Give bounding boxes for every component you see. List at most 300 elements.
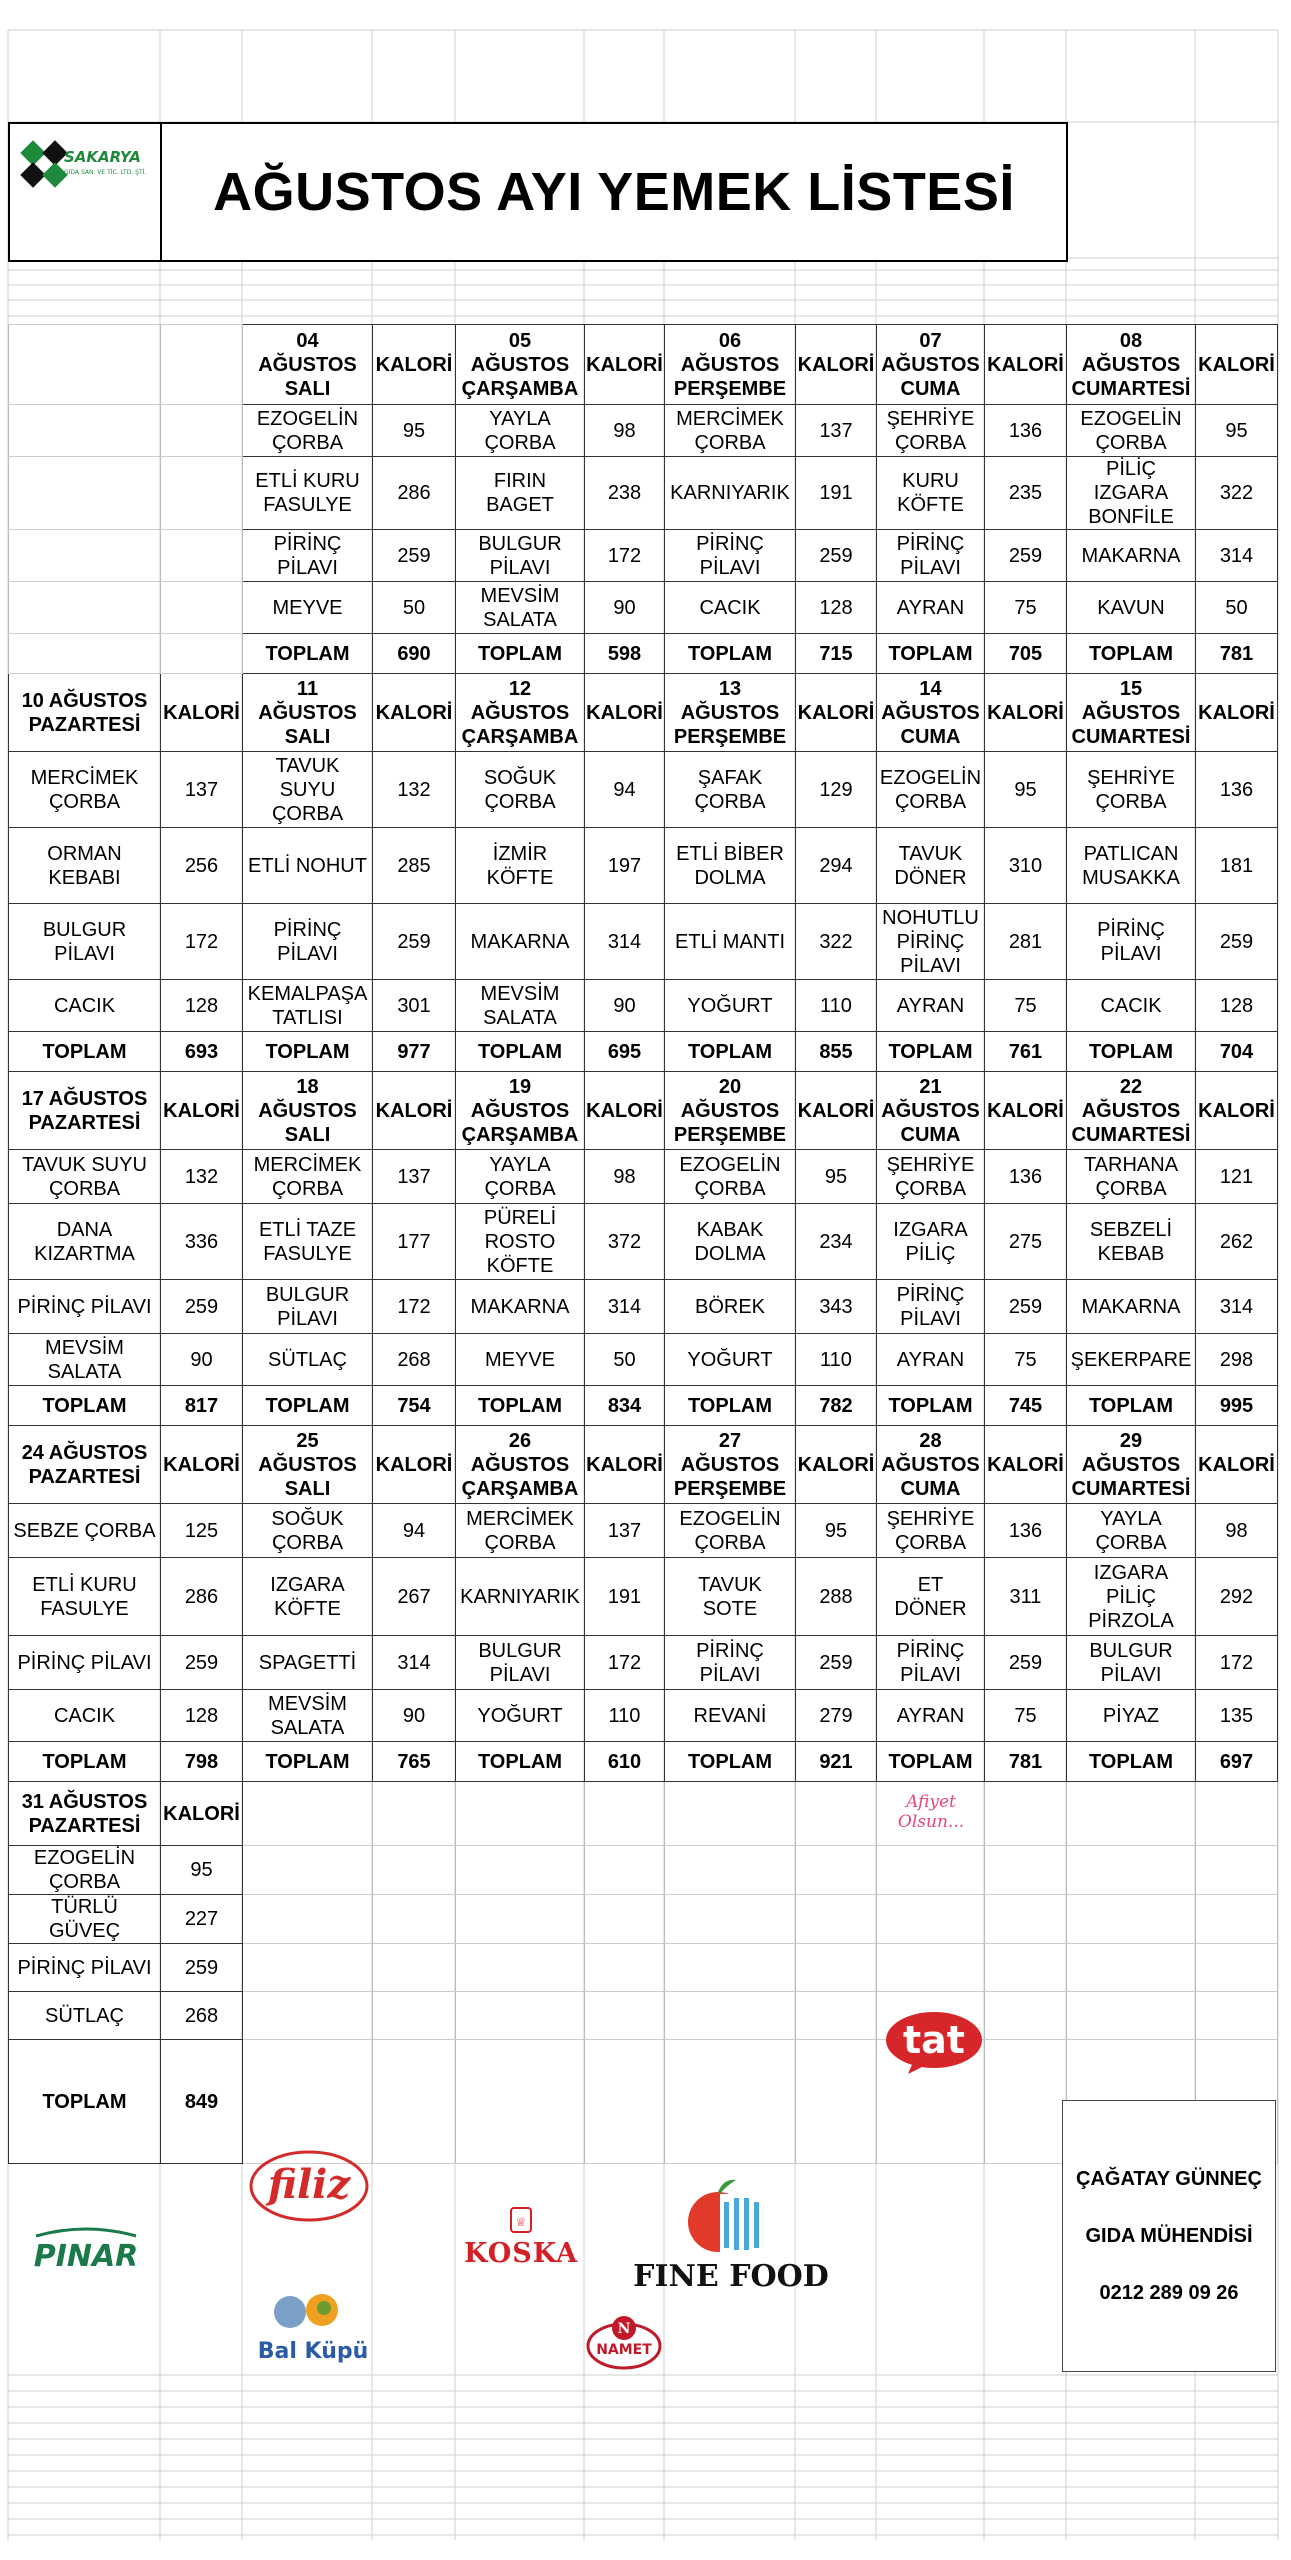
dish-name: PİRİNÇ PİLAVI [9,1944,161,1992]
kalori-header: KALORİ [985,1072,1067,1150]
empty-cell [1067,1782,1196,1846]
empty-cell [1196,1895,1278,1944]
day-header: 06 AĞUSTOS PERŞEMBE [665,325,796,405]
dish-calorie: 279 [796,1690,877,1742]
empty-cell [373,1846,456,1895]
table-row [9,1204,1278,1280]
page-title: AĞUSTOS AYI YEMEK LİSTESİ [213,162,1015,222]
empty-cell [877,1846,985,1895]
total-label: TOPLAM [9,1032,161,1072]
table-row [9,1504,1278,1558]
empty-cell [985,1782,1067,1846]
total-label: TOPLAM [243,634,373,674]
kalori-header: KALORİ [985,674,1067,752]
empty-cell [456,1992,585,2040]
dish-calorie: 50 [373,582,456,634]
dish-calorie: 132 [161,1150,243,1204]
total-label: TOPLAM [665,634,796,674]
table-row [9,1150,1278,1204]
day-header: 12 AĞUSTOS ÇARŞAMBA [456,674,585,752]
dish-name: CACIK [1067,980,1196,1032]
empty-cell [373,1782,456,1846]
dish-calorie: 191 [585,1558,665,1636]
dish-calorie: 128 [1196,980,1278,1032]
empty-cell [373,1944,456,1992]
empty-cell [161,325,243,405]
total-calorie: 761 [985,1032,1067,1072]
finefood-logo [633,2170,829,2298]
dish-name: MERCİMEK ÇORBA [456,1504,585,1558]
dish-name: PİLİÇ IZGARA BONFİLE [1067,457,1196,530]
dish-name: MEYVE [456,1334,585,1386]
dish-name: IZGARA KÖFTE [243,1558,373,1636]
dish-name: MEVSİM SALATA [456,582,585,634]
day-header: 13 AĞUSTOS PERŞEMBE [665,674,796,752]
dish-calorie: 314 [1196,1280,1278,1334]
day-header: 24 AĞUSTOS PAZARTESİ [9,1426,161,1504]
dish-name: ŞEHRİYE ÇORBA [877,1504,985,1558]
dish-calorie: 50 [1196,582,1278,634]
dish-calorie: 259 [161,1280,243,1334]
menu-table [8,324,1278,2164]
total-calorie: 781 [985,1742,1067,1782]
dish-calorie: 234 [796,1204,877,1280]
dish-calorie: 191 [796,457,877,530]
kalori-header: KALORİ [796,1072,877,1150]
day-header: 18 AĞUSTOS SALI [243,1072,373,1150]
kalori-header: KALORİ [373,674,456,752]
dish-name: KAVUN [1067,582,1196,634]
dish-name: ORMAN KEBABI [9,828,161,904]
empty-cell [9,405,161,457]
total-calorie: 798 [161,1742,243,1782]
sakarya-logo [10,124,162,260]
dish-name: IZGARA PİLİÇ [877,1204,985,1280]
dish-name: MAKARNA [456,1280,585,1334]
total-label: TOPLAM [1067,634,1196,674]
dish-name: NOHUTLU PİRİNÇ PİLAVI [877,904,985,980]
total-calorie: 995 [1196,1386,1278,1426]
day-header: 15 AĞUSTOS CUMARTESİ [1067,674,1196,752]
tat-logo-text: tat [903,2018,965,2062]
total-label: TOPLAM [456,1386,585,1426]
header-box [8,122,1068,262]
dish-calorie: 235 [985,457,1067,530]
total-calorie: 693 [161,1032,243,1072]
total-label: TOPLAM [877,634,985,674]
dish-calorie: 181 [1196,828,1278,904]
table-row [9,980,1278,1032]
kalori-header: KALORİ [796,325,877,405]
balkupu-logo-text: Bal Küpü [257,2339,369,2364]
kalori-header: KALORİ [1196,674,1278,752]
empty-cell [456,1944,585,1992]
kalori-header: KALORİ [585,1426,665,1504]
svg-text:♕: ♕ [515,2215,527,2229]
dish-calorie: 129 [796,752,877,828]
kalori-header: KALORİ [161,1782,243,1846]
empty-cell [796,1846,877,1895]
total-calorie: 765 [373,1742,456,1782]
svg-text:N: N [617,2321,631,2337]
dish-name: MEVSİM SALATA [243,1690,373,1742]
table-row [9,752,1278,828]
empty-cell [161,457,243,530]
total-calorie: 849 [161,2040,243,2164]
namet-logo [584,2310,664,2374]
dish-name: KEMALPAŞA TATLISI [243,980,373,1032]
dish-name: EZOGELİN ÇORBA [665,1504,796,1558]
dish-name: BULGUR PİLAVI [9,904,161,980]
dish-name: AYRAN [877,1690,985,1742]
table-row [9,1846,1278,1895]
total-label: TOPLAM [243,1032,373,1072]
total-label: TOPLAM [243,1742,373,1782]
dish-calorie: 95 [985,752,1067,828]
dish-calorie: 90 [585,582,665,634]
dish-name: PATLICAN MUSAKKA [1067,828,1196,904]
table-row [9,457,1278,530]
dish-calorie: 95 [161,1846,243,1895]
day-header: 17 AĞUSTOS PAZARTESİ [9,1072,161,1150]
dish-name: ETLİ BİBER DOLMA [665,828,796,904]
empty-cell [373,1895,456,1944]
dish-calorie: 90 [585,980,665,1032]
dish-name: MAKARNA [1067,1280,1196,1334]
pinar-logo [26,2226,146,2276]
dish-name: SÜTLAÇ [9,1992,161,2040]
empty-cell [9,634,161,674]
table-row [9,828,1278,904]
total-label: TOPLAM [665,1386,796,1426]
empty-cell [243,1944,373,1992]
dish-calorie: 322 [796,904,877,980]
dish-calorie: 50 [585,1334,665,1386]
dish-name: PİRİNÇ PİLAVI [877,1636,985,1690]
dish-calorie: 298 [1196,1334,1278,1386]
dish-name: TARHANA ÇORBA [1067,1150,1196,1204]
dish-name: PİRİNÇ PİLAVI [9,1280,161,1334]
kalori-header: KALORİ [585,1072,665,1150]
table-row [9,1334,1278,1386]
dish-name: MEYVE [243,582,373,634]
dish-name: MERCİMEK ÇORBA [9,752,161,828]
dish-name: SÜTLAÇ [243,1334,373,1386]
dish-calorie: 259 [373,530,456,582]
empty-cell [796,1944,877,1992]
empty-cell [161,530,243,582]
dish-name: KURU KÖFTE [877,457,985,530]
total-calorie: 715 [796,634,877,674]
day-header: 26 AĞUSTOS ÇARŞAMBA [456,1426,585,1504]
dish-name: PİRİNÇ PİLAVI [1067,904,1196,980]
dish-name: ŞEHRİYE ÇORBA [877,405,985,457]
table-row [9,405,1278,457]
dish-calorie: 136 [985,1150,1067,1204]
dish-calorie: 259 [985,530,1067,582]
empty-cell [161,582,243,634]
finefood-logo-text: FINE FOOD [633,2259,829,2294]
total-label: TOPLAM [1067,1032,1196,1072]
dish-name: PİYAZ [1067,1690,1196,1742]
empty-cell [161,634,243,674]
dish-calorie: 301 [373,980,456,1032]
dish-calorie: 172 [161,904,243,980]
total-calorie: 705 [985,634,1067,674]
table-row [9,1944,1278,1992]
dish-calorie: 372 [585,1204,665,1280]
dish-calorie: 286 [373,457,456,530]
kalori-header: KALORİ [585,674,665,752]
empty-cell [985,1895,1067,1944]
dish-calorie: 95 [1196,405,1278,457]
tat-logo [884,2010,984,2076]
total-label: TOPLAM [9,2040,161,2164]
day-header: 31 AĞUSTOS PAZARTESİ [9,1782,161,1846]
koska-logo [455,2206,587,2272]
dish-name: BULGUR PİLAVI [456,1636,585,1690]
dish-name: SOĞUK ÇORBA [243,1504,373,1558]
table-row [9,634,1278,674]
dish-name: PİRİNÇ PİLAVI [665,1636,796,1690]
dish-name: PİRİNÇ PİLAVI [877,1280,985,1334]
day-header: 08 AĞUSTOS CUMARTESİ [1067,325,1196,405]
dish-calorie: 310 [985,828,1067,904]
dish-calorie: 314 [585,1280,665,1334]
dish-calorie: 90 [373,1690,456,1742]
kalori-header: KALORİ [373,325,456,405]
dish-calorie: 336 [161,1204,243,1280]
empty-cell [796,1782,877,1846]
dish-calorie: 262 [1196,1204,1278,1280]
table-row [9,1280,1278,1334]
dish-calorie: 128 [796,582,877,634]
empty-cell [665,1782,796,1846]
dish-calorie: 136 [985,1504,1067,1558]
dish-name: EZOGELİN ÇORBA [877,752,985,828]
total-calorie: 817 [161,1386,243,1426]
dish-name: SEBZELİ KEBAB [1067,1204,1196,1280]
dish-name: REVANİ [665,1690,796,1742]
dish-name: PİRİNÇ PİLAVI [9,1636,161,1690]
kalori-header: KALORİ [796,1426,877,1504]
dish-calorie: 259 [796,530,877,582]
total-calorie: 610 [585,1742,665,1782]
empty-cell [585,1992,665,2040]
dish-name: ETLİ KURU FASULYE [243,457,373,530]
kalori-header: KALORİ [1196,325,1278,405]
dish-calorie: 94 [585,752,665,828]
dish-name: KARNIYARIK [456,1558,585,1636]
total-calorie: 921 [796,1742,877,1782]
total-label: TOPLAM [9,1386,161,1426]
dish-name: CACIK [9,980,161,1032]
empty-cell [665,2040,796,2164]
dish-calorie: 259 [985,1636,1067,1690]
dish-name: IZGARA PİLİÇ PİRZOLA [1067,1558,1196,1636]
dish-calorie: 197 [585,828,665,904]
empty-cell [1067,1846,1196,1895]
empty-cell [985,1944,1067,1992]
total-label: TOPLAM [9,1742,161,1782]
empty-cell [985,1846,1067,1895]
table-row [9,1072,1278,1150]
dish-name: MERCİMEK ÇORBA [243,1150,373,1204]
dish-calorie: 110 [585,1690,665,1742]
empty-cell [796,1895,877,1944]
dish-name: AYRAN [877,582,985,634]
total-label: TOPLAM [243,1386,373,1426]
empty-cell [585,1782,665,1846]
dish-calorie: 90 [161,1334,243,1386]
dish-name: EZOGELİN ÇORBA [9,1846,161,1895]
dish-calorie: 314 [373,1636,456,1690]
dish-name: FIRIN BAGET [456,457,585,530]
day-header: 22 AĞUSTOS CUMARTESİ [1067,1072,1196,1150]
total-label: TOPLAM [1067,1386,1196,1426]
dish-calorie: 136 [1196,752,1278,828]
day-header: 25 AĞUSTOS SALI [243,1426,373,1504]
day-header: 29 AĞUSTOS CUMARTESİ [1067,1426,1196,1504]
total-calorie: 690 [373,634,456,674]
kalori-header: KALORİ [161,1426,243,1504]
table-row [9,1636,1278,1690]
empty-cell [877,1944,985,1992]
dish-calorie: 259 [796,1636,877,1690]
kalori-header: KALORİ [985,1426,1067,1504]
empty-cell [373,1992,456,2040]
empty-cell [1067,1944,1196,1992]
dish-name: SPAGETTİ [243,1636,373,1690]
dish-name: DANA KIZARTMA [9,1204,161,1280]
dish-name: BULGUR PİLAVI [456,530,585,582]
day-header: 04 AĞUSTOS SALI [243,325,373,405]
dish-name: İZMİR KÖFTE [456,828,585,904]
empty-cell [796,2040,877,2164]
dish-name: YAYLA ÇORBA [456,1150,585,1204]
kalori-header: KALORİ [161,1072,243,1150]
empty-cell [456,2040,585,2164]
empty-cell [9,325,161,405]
table-row [9,325,1278,405]
dish-name: BULGUR PİLAVI [243,1280,373,1334]
total-calorie: 704 [1196,1032,1278,1072]
dish-calorie: 288 [796,1558,877,1636]
dish-calorie: 128 [161,980,243,1032]
dish-calorie: 259 [985,1280,1067,1334]
filiz-logo-text: filiz [267,2161,351,2208]
table-row [9,904,1278,980]
dish-name: ETLİ KURU FASULYE [9,1558,161,1636]
dish-name: ŞEKERPARE [1067,1334,1196,1386]
empty-cell [9,457,161,530]
total-label: TOPLAM [456,1742,585,1782]
day-header: 20 AĞUSTOS PERŞEMBE [665,1072,796,1150]
dish-calorie: 95 [796,1504,877,1558]
day-header: 05 AĞUSTOS ÇARŞAMBA [456,325,585,405]
dish-calorie: 135 [1196,1690,1278,1742]
kalori-header: KALORİ [1196,1072,1278,1150]
empty-cell [456,1846,585,1895]
total-calorie: 855 [796,1032,877,1072]
dish-calorie: 292 [1196,1558,1278,1636]
total-label: TOPLAM [456,634,585,674]
total-label: TOPLAM [665,1032,796,1072]
koska-logo-text: KOSKA [463,2238,579,2269]
empty-cell [1067,1895,1196,1944]
dish-name: TAVUK SUYU ÇORBA [9,1150,161,1204]
empty-cell [456,1782,585,1846]
dish-name: MERCİMEK ÇORBA [665,405,796,457]
dish-name: YOĞURT [665,1334,796,1386]
day-header: 14 AĞUSTOS CUMA [877,674,985,752]
dish-name: SOĞUK ÇORBA [456,752,585,828]
day-header: 11 AĞUSTOS SALI [243,674,373,752]
empty-cell [1196,1992,1278,2040]
total-calorie: 782 [796,1386,877,1426]
dish-calorie: 267 [373,1558,456,1636]
table-row [9,1690,1278,1742]
day-header: 07 AĞUSTOS CUMA [877,325,985,405]
dish-name: ŞEHRİYE ÇORBA [1067,752,1196,828]
dish-calorie: 227 [161,1895,243,1944]
total-label: TOPLAM [456,1032,585,1072]
dish-calorie: 259 [373,904,456,980]
namet-logo-text: NAMET [596,2342,652,2358]
table-row [9,1992,1278,2040]
dish-calorie: 75 [985,1334,1067,1386]
dish-calorie: 137 [373,1150,456,1204]
dish-calorie: 75 [985,582,1067,634]
total-calorie: 754 [373,1386,456,1426]
empty-cell [1196,1944,1278,1992]
dish-name: MAKARNA [456,904,585,980]
total-label: TOPLAM [877,1742,985,1782]
dish-calorie: 98 [585,405,665,457]
signature-box [1062,2100,1276,2372]
dish-calorie: 172 [373,1280,456,1334]
dish-calorie: 75 [985,980,1067,1032]
total-calorie: 745 [985,1386,1067,1426]
total-label: TOPLAM [877,1386,985,1426]
dish-calorie: 137 [796,405,877,457]
filiz-logo [246,2148,372,2226]
empty-cell [665,1992,796,2040]
dish-name: ETLİ TAZE FASULYE [243,1204,373,1280]
dish-calorie: 238 [585,457,665,530]
dish-calorie: 172 [585,1636,665,1690]
total-calorie: 697 [1196,1742,1278,1782]
dish-name: EZOGELİN ÇORBA [665,1150,796,1204]
table-row [9,1895,1278,1944]
total-calorie: 834 [585,1386,665,1426]
dish-name: ETLİ MANTI [665,904,796,980]
balkupu-logo [257,2290,369,2366]
dish-calorie: 268 [373,1334,456,1386]
table-row [9,1386,1278,1426]
dish-name: SEBZE ÇORBA [9,1504,161,1558]
dish-name: MEVSİM SALATA [9,1334,161,1386]
table-row [9,674,1278,752]
dish-calorie: 137 [161,752,243,828]
empty-cell [585,1895,665,1944]
dish-calorie: 256 [161,828,243,904]
total-calorie: 598 [585,634,665,674]
dish-calorie: 172 [585,530,665,582]
dish-name: AYRAN [877,1334,985,1386]
dish-calorie: 285 [373,828,456,904]
dish-name: TAVUK SUYU ÇORBA [243,752,373,828]
